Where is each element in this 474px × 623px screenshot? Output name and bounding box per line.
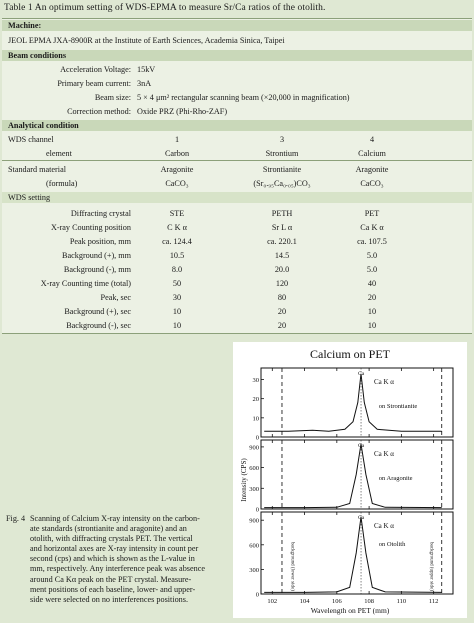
y-tick-label: 0 [255, 591, 259, 599]
x-tick-label: 104 [299, 598, 310, 605]
sample-label: on Strontianite [378, 403, 418, 410]
y-tick-label: 600 [249, 465, 259, 473]
rule [2, 18, 472, 19]
plot-title: Calcium on PET [310, 347, 390, 361]
caption-line: otolith, with diffracting crystals PET. The vertical [30, 534, 193, 544]
y-tick-label: 0 [255, 434, 259, 442]
calcium-plot [233, 342, 467, 618]
calcium-plot-svg [233, 342, 467, 618]
y-tick-label: 0 [255, 506, 259, 514]
caption-line: ate standards (strontianite and aragonite) and an [30, 524, 187, 534]
rule [2, 333, 472, 334]
sample-label: on Aragonite [378, 475, 413, 482]
x-tick-label: 106 [331, 598, 342, 605]
caption-line: around Ca Kα peak on the PET crystal. Measure- [30, 574, 192, 584]
y-tick-label: 900 [249, 444, 259, 452]
caption-line: second (cps) and which is shown as the L-value in [30, 554, 195, 564]
panel-frame [261, 440, 453, 509]
sample-label: on Otolith [378, 541, 406, 548]
settings-table: Machine: JEOL EPMA JXA-8900R at the Institute of Earth Sciences, Academia Sinica, Taipei Beam conditions Acceleration Voltage: 15kV Primary beam current: 3nA Beam size: 5 × 4 μm² rectangular scanning beam (×20,000 in magnification) Correction method: Oxide PRZ (Phi-Rho-ZAF) Analytical condition WDS channel 1 3 4 element Carbon Strontium Calcium Standard material Aragonite Strontianite Aragonite (formula) CaCO₃ (Sr₀.₉₅Ca₀.₀₅)CO₃ CaCO₃ WDS setting Diffracting crystal STE PETH PET X-ray Counting position C K α Sr L α Ca K α Peak position, mm ca. 124.4 ca. 220.1 ca. 107.5 Background (+), mm 10.5 14.5 5.0 Background (-), mm 8.0 20.0 5.0 X-ray Counting time (total) 50 120 40 Peak, sec 30 80 20 Background (+), sec 10 20 10 Background (-), sec 10 20 10 [2, 18, 472, 334]
wds-setting-header: WDS setting [2, 192, 472, 203]
peak-label: Ca [358, 515, 365, 521]
y-tick-label: 600 [249, 542, 259, 550]
caption-line: side were selected on no interferences positions. [30, 594, 189, 604]
background-lower-label: background (lower side) [289, 542, 295, 591]
x-axis-label: Wavelength on PET (mm) [310, 606, 390, 615]
machine-header: Machine: [2, 20, 472, 31]
beam-header: Beam conditions [2, 50, 472, 61]
line-label: Ca K α [373, 522, 394, 530]
x-tick-label: 102 [267, 598, 278, 605]
caption-line: and horizontal axes are X-ray intensity in count per [30, 544, 199, 554]
y-tick-label: 300 [249, 566, 259, 574]
analytical-header: Analytical condition [2, 120, 472, 131]
x-tick-label: 110 [396, 598, 407, 605]
peak-label: Ca [358, 443, 365, 449]
y-tick-label: 900 [249, 517, 259, 525]
caption-line: ment positions of each baseline, lower- and upper- [30, 584, 196, 594]
y-tick-label: 300 [249, 485, 259, 493]
caption-line: mm, respectively. Any interference peak was absence [30, 564, 205, 574]
panel-frame [261, 368, 453, 437]
x-tick-label: 112 [428, 598, 439, 605]
y-tick-label: 30 [252, 377, 259, 384]
y-tick-label: 10 [252, 415, 259, 423]
table-caption: Table 1 An optimum setting of WDS-EPMA to measure Sr/Ca ratios of the otolith. [4, 3, 326, 13]
line-label: Ca K α [373, 378, 394, 386]
peak-label: Ca [358, 371, 365, 377]
caption-line: Scanning of Calcium X-ray intensity on the carbon- [30, 514, 200, 523]
rule [2, 160, 472, 161]
y-tick-label: 20 [252, 396, 259, 404]
figure-label: Fig. 4 [6, 514, 26, 523]
background-upper-label: background (upper side) [428, 542, 434, 591]
y-axis-label: Intensity (CPS) [240, 458, 248, 502]
series-line [264, 444, 442, 508]
line-label: Ca K α [373, 450, 394, 458]
x-tick-label: 108 [364, 598, 374, 605]
